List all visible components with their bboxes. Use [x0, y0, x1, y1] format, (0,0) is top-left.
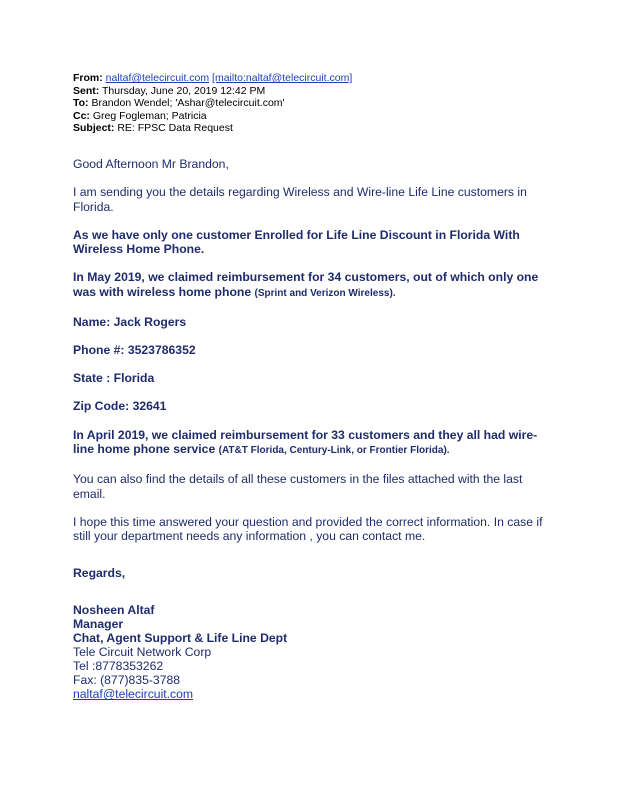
from-label: From:: [73, 72, 103, 84]
sent-value: Thursday, June 20, 2019 12:42 PM: [101, 84, 266, 97]
customer-zip: Zip Code: 32641: [73, 399, 167, 414]
signature-tel: Tel :8778353262: [73, 659, 164, 674]
signature-block: [73, 603, 553, 702]
cc-line: [73, 110, 624, 123]
signature-name: Nosheen Altaf: [73, 602, 155, 617]
files-paragraph: You can also find the details of all these customers in the files attached with the last email.: [73, 472, 523, 501]
regards: Regards,: [73, 566, 126, 581]
april-paragraph: [73, 428, 553, 459]
april-text: In April 2019, we claimed reimbursement for 33 customers and they all had wire-line home phone service: [73, 427, 538, 457]
one-customer-paragraph: As we have only one customer Enrolled for Life Line Discount in Florida With Wireless Home Phone.: [73, 227, 520, 257]
from-mailto-link[interactable]: [mailto:naltaf@telecircuit.com]: [212, 72, 353, 84]
email-body: [73, 157, 553, 701]
greeting: Good Afternoon Mr Brandon,: [73, 156, 229, 171]
signature-dept: Chat, Agent Support & Life Line Dept: [73, 630, 288, 645]
from-email-link[interactable]: naltaf@telecircuit.com: [105, 72, 210, 84]
sent-line: [73, 85, 624, 98]
cc-label: Cc:: [73, 109, 90, 122]
may-paragraph: [73, 270, 553, 301]
from-line: [73, 72, 624, 85]
subject-label: Subject:: [73, 122, 115, 135]
customer-state: State : Florida: [73, 371, 155, 386]
customer-phone: Phone #: 3523786352: [73, 343, 196, 358]
to-line: [73, 97, 624, 110]
may-text: In May 2019, we claimed reimbursement for 34 customers, out of which only one was with wireless home phone: [73, 270, 539, 300]
intro-paragraph: I am sending you the details regarding Wireless and Wire-line Life Line customers in Florida.: [73, 185, 527, 214]
may-carriers: (Sprint and Verizon Wireless).: [254, 288, 396, 300]
signature-title: Manager: [73, 616, 124, 631]
customer-name: Name: Jack Rogers: [73, 315, 187, 330]
sent-label: Sent:: [73, 84, 100, 97]
subject-value: RE: FPSC Data Request: [117, 122, 233, 135]
signature-email-link[interactable]: naltaf@telecircuit.com: [73, 687, 194, 702]
signature-fax: Fax: (877)835-3788: [73, 673, 181, 688]
email-header: [73, 72, 624, 135]
closing-paragraph: I hope this time answered your question and provided the correct information. In case if still your department needs any information , you can contact me.: [73, 514, 543, 544]
april-carriers: (AT&T Florida, Century-Link, or Frontier Florida).: [218, 445, 450, 457]
subject-line: [73, 122, 624, 135]
to-label: To:: [73, 97, 89, 110]
cc-value: Greg Fogleman; Patricia: [92, 109, 207, 122]
to-value: Brandon Wendel; 'Ashar@telecircuit.com': [91, 97, 285, 110]
signature-company: Tele Circuit Network Corp: [73, 644, 212, 659]
